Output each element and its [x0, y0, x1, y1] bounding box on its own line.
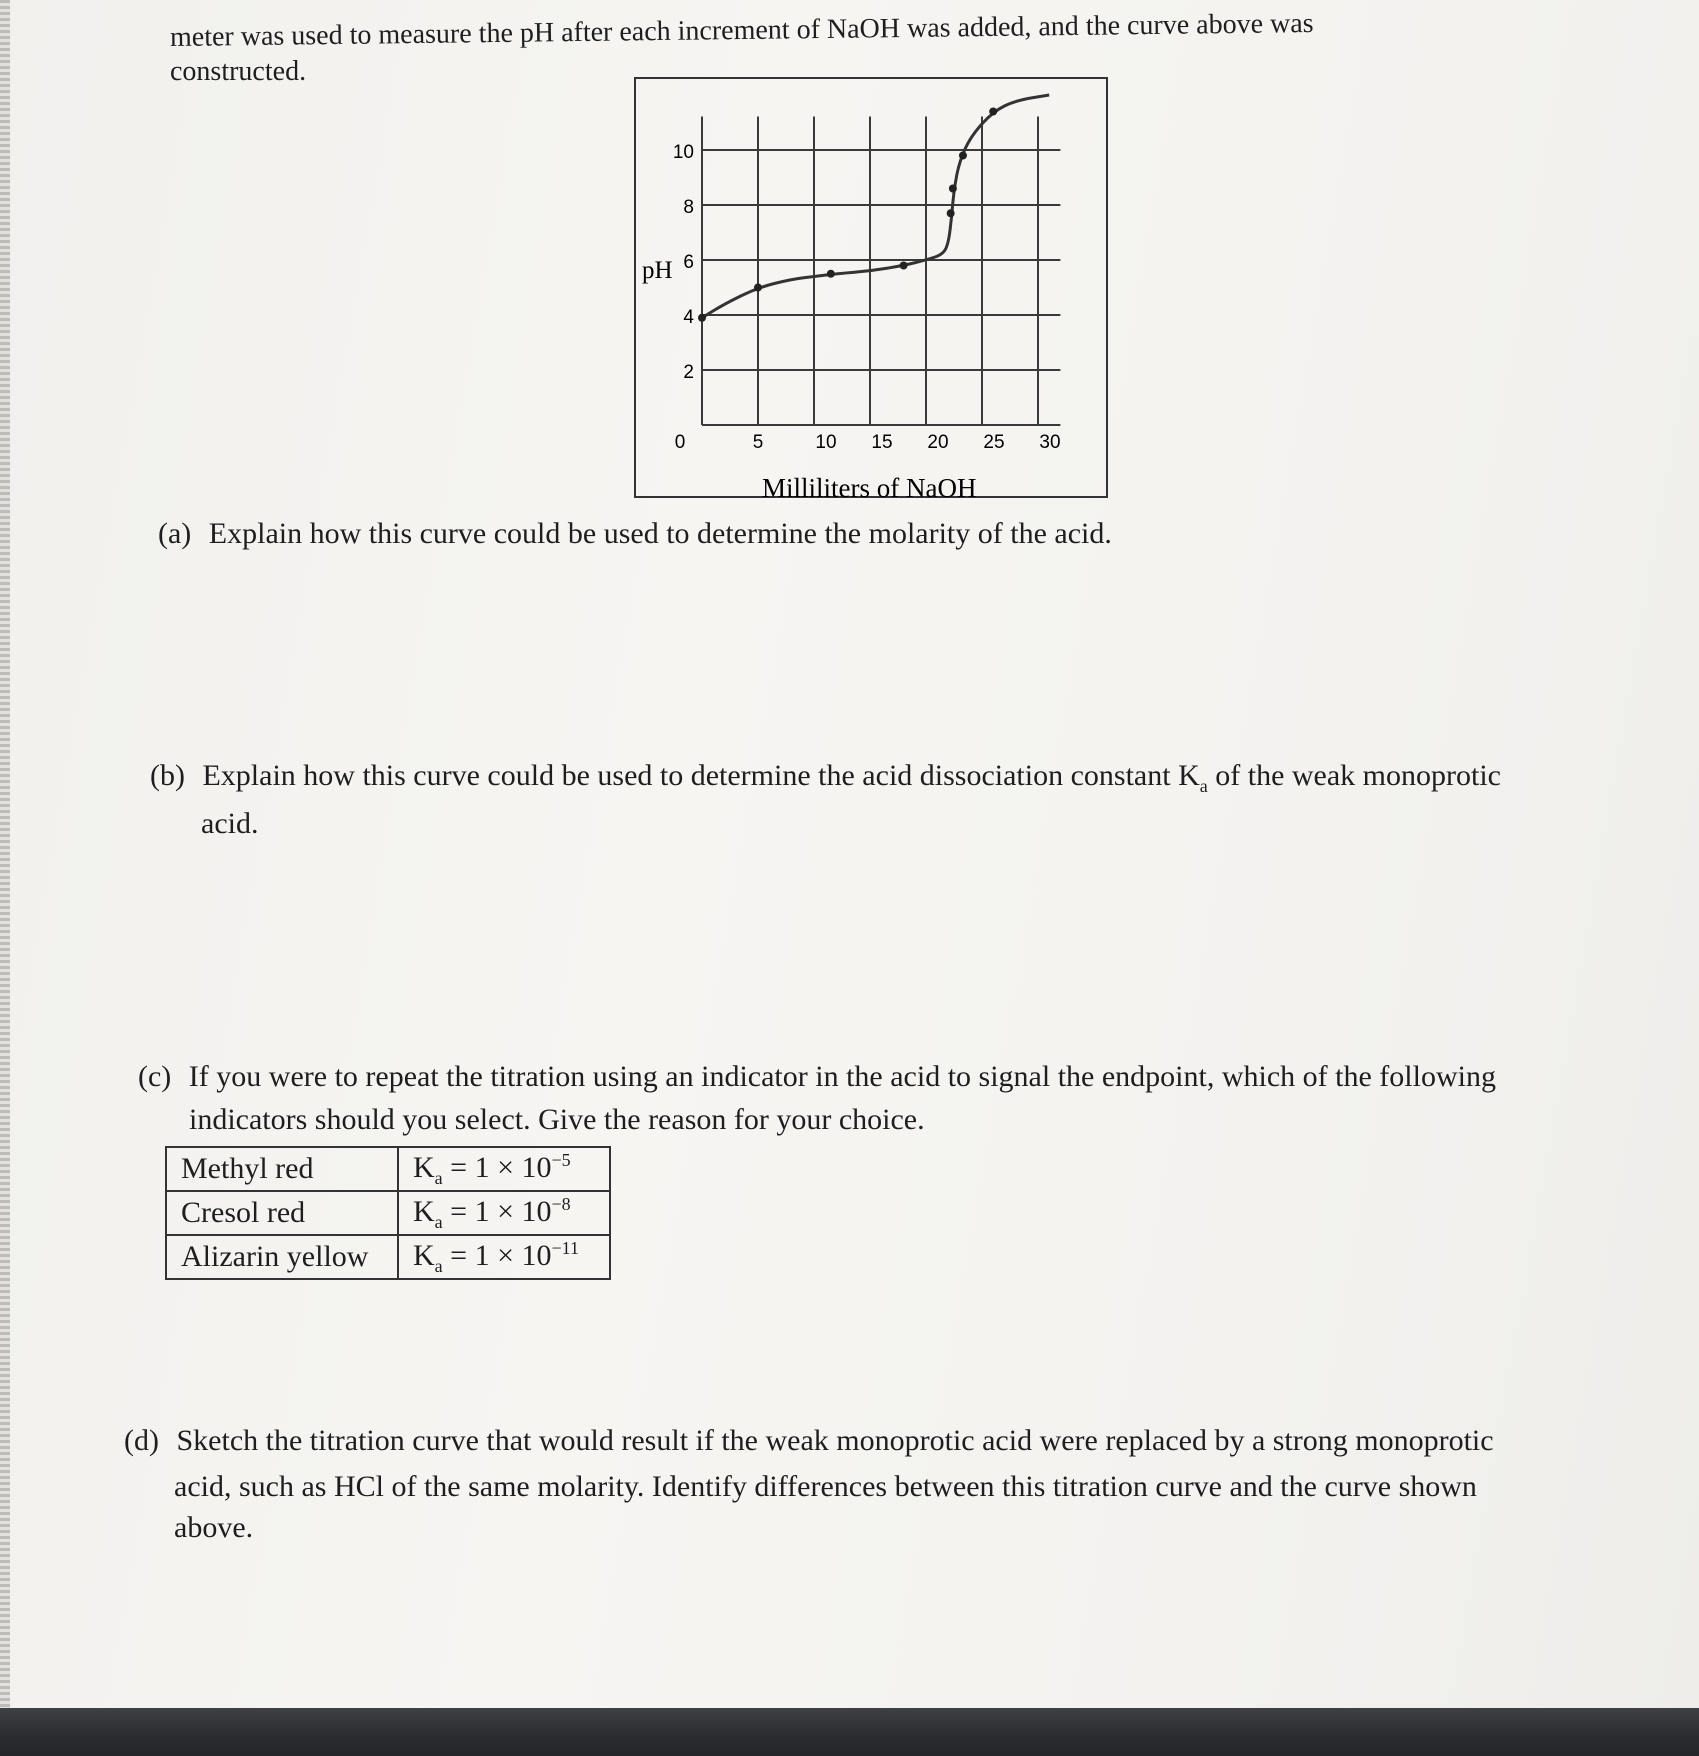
x-tick-label: 30 [1039, 432, 1061, 453]
data-point [698, 314, 706, 322]
indicator-ka: $K_a = 1 \times 10^{-8}$ [398, 1191, 610, 1235]
titration-curve [702, 95, 1049, 318]
data-point [959, 152, 967, 160]
x-axis-label: Milliliters of NaOH [762, 473, 977, 503]
question-c-label: (c) [138, 1060, 172, 1093]
y-tick-labels [673, 142, 695, 383]
data-point [900, 262, 908, 270]
titration-chart [0, 0, 1699, 520]
x-tick-label: 25 [983, 432, 1005, 453]
question-b-text: Explain how this curve could be used to determine the acid dissociation constant $K_a$ of the weak monoprotic [202, 759, 1501, 796]
indicator-name: Cresol red [166, 1191, 398, 1235]
x-tick-label: 0 [674, 432, 686, 453]
data-markers [698, 108, 997, 322]
intro-line-2: constructed. [170, 56, 307, 87]
question-c [138, 1054, 1496, 1100]
indicator-name: Methyl red [166, 1147, 398, 1191]
indicator-ka: $K_a = 1 \times 10^{-5}$ [398, 1147, 610, 1191]
question-d-label: (d) [124, 1424, 159, 1457]
x-tick-labels [675, 432, 1061, 453]
question-c-text: If you were to repeat the titration using an indicator in the acid to signal the endpoint, which of the following [188, 1060, 1496, 1093]
x-tick-label: 20 [927, 432, 949, 453]
indicator-row [166, 1147, 610, 1191]
y-tick-label: 2 [683, 362, 694, 383]
question-a-text: Explain how this curve could be used to determine the molarity of the acid. [208, 517, 1112, 550]
question-d [124, 1418, 1494, 1464]
data-point [989, 108, 997, 116]
x-tick-label: 15 [871, 432, 893, 453]
indicator-table [165, 1146, 611, 1280]
question-b [150, 753, 1501, 809]
y-axis-label: pH [642, 257, 673, 284]
question-b-line-2: acid. [201, 807, 259, 840]
indicator-name: Alizarin yellow [166, 1235, 398, 1279]
data-point [947, 209, 955, 217]
question-c-line-2: indicators should you select. Give the reason for your choice. [189, 1103, 925, 1136]
data-point [827, 270, 835, 278]
y-tick-label: 4 [683, 307, 694, 328]
x-tick-label: 10 [815, 432, 837, 453]
data-point [949, 185, 957, 193]
y-tick-label: 8 [683, 197, 694, 218]
question-a-label: (a) [158, 517, 192, 550]
data-point [754, 284, 762, 292]
x-tick-label: 5 [752, 432, 764, 453]
indicator-row [166, 1191, 610, 1235]
question-b-label: (b) [150, 759, 185, 792]
question-d-line-2: acid, such as HCl of the same molarity. Identify differences between this titration curve and the curve shown [174, 1470, 1477, 1503]
desk-surface [0, 1708, 1699, 1756]
question-d-text: Sketch the titration curve that would result if the weak monoprotic acid were replaced by a strong monoprotic [176, 1424, 1494, 1457]
question-a [158, 511, 1112, 557]
y-tick-label: 6 [683, 252, 694, 273]
indicator-row [166, 1235, 610, 1279]
question-d-line-3: above. [174, 1511, 254, 1544]
chart-grid [702, 117, 1060, 426]
intro-line-1: meter was used to measure the pH after each increment of NaOH was added, and the curve above was [169, 8, 1314, 53]
indicator-ka: $K_a = 1 \times 10^{-11}$ [398, 1235, 610, 1279]
y-tick-label: 10 [672, 142, 694, 163]
